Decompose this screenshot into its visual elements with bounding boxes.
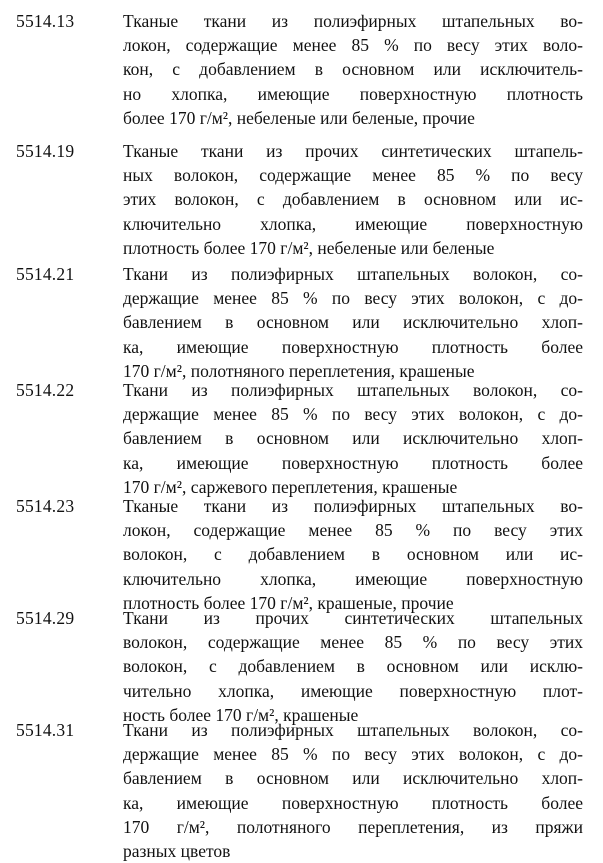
description-line: но хлопка, имеющие поверхностную плотность <box>123 83 583 104</box>
description-line: локон, содержащие менее 85 % по весу этих <box>123 520 583 541</box>
description-line: 170 г/м², саржевого переплетения, крашеные <box>123 476 458 497</box>
entry-code: 5514.23 <box>16 496 75 516</box>
entry-description <box>123 139 583 260</box>
description-line: плотность более 170 г/м², крашеные, прочие <box>123 592 454 613</box>
description-line: Ткани из полиэфирных штапельных волокон, со- <box>123 720 583 740</box>
description-line: ключительно хлопка, имеющие поверхностную <box>123 213 583 234</box>
entry-code: 5514.29 <box>16 608 75 628</box>
description-line: Тканые ткани из полиэфирных штапельных во- <box>123 496 583 516</box>
entry-code: 5514.21 <box>16 264 75 284</box>
description-line: волокон, с добавлением в основном или ис- <box>123 544 583 565</box>
description-line: Тканые ткани из прочих синтетических штапель- <box>123 141 583 161</box>
description-line: этих волокон, с добавлением в основном или ис- <box>123 189 583 210</box>
description-line: бавлением в основном или исключительно хлоп- <box>123 768 583 789</box>
description-line: 170 г/м², полотняного переплетения, из пряжи <box>123 816 583 837</box>
description-line: волокон, с добавлением в основном или исклю- <box>123 656 583 677</box>
description-line: кон, с добавлением в основном или исключитель- <box>123 59 583 80</box>
entry-description <box>123 494 583 615</box>
description-line: волокон, содержащие менее 85 % по весу этих <box>123 632 583 653</box>
entry-code: 5514.31 <box>16 720 75 740</box>
entry-description <box>123 378 583 499</box>
description-line: бавлением в основном или исключительно хлоп- <box>123 312 583 333</box>
entry-description <box>123 718 583 863</box>
description-line: ных волокон, содержащие менее 85 % по весу <box>123 165 583 186</box>
description-line: ность более 170 г/м², крашеные <box>123 704 359 725</box>
description-line: Ткани из полиэфирных штапельных волокон, со- <box>123 380 583 400</box>
description-line: локон, содержащие менее 85 % по весу этих воло- <box>123 35 583 56</box>
description-line: ключительно хлопка, имеющие поверхностную <box>123 568 583 589</box>
description-line: чительно хлопка, имеющие поверхностную плот- <box>123 680 583 701</box>
entry-description <box>123 9 583 130</box>
description-line: ка, имеющие поверхностную плотность более <box>123 452 583 473</box>
description-line: более 170 г/м², небеленые или беленые, прочие <box>123 107 475 128</box>
entry-code: 5514.13 <box>16 11 75 31</box>
description-line: держащие менее 85 % по весу этих волокон, с до- <box>123 288 583 309</box>
description-line: ка, имеющие поверхностную плотность более <box>123 336 583 357</box>
description-line: держащие менее 85 % по весу этих волокон, с до- <box>123 744 583 765</box>
description-line: Ткани из прочих синтетических штапельных <box>123 608 583 628</box>
description-line: разных цветов <box>123 841 231 862</box>
description-line: 170 г/м², полотняного переплетения, крашеные <box>123 360 475 381</box>
entry-code: 5514.22 <box>16 380 75 400</box>
entry-description <box>123 262 583 383</box>
entry-code: 5514.19 <box>16 141 75 161</box>
description-line: Тканые ткани из полиэфирных штапельных во- <box>123 11 583 31</box>
description-line: ка, имеющие поверхностную плотность более <box>123 792 583 813</box>
description-line: Ткани из полиэфирных штапельных волокон, со- <box>123 264 583 284</box>
entry-description <box>123 606 583 727</box>
description-line: бавлением в основном или исключительно хлоп- <box>123 428 583 449</box>
description-line: держащие менее 85 % по весу этих волокон, с до- <box>123 404 583 425</box>
description-line: плотность более 170 г/м², небеленые или беленые <box>123 237 495 258</box>
